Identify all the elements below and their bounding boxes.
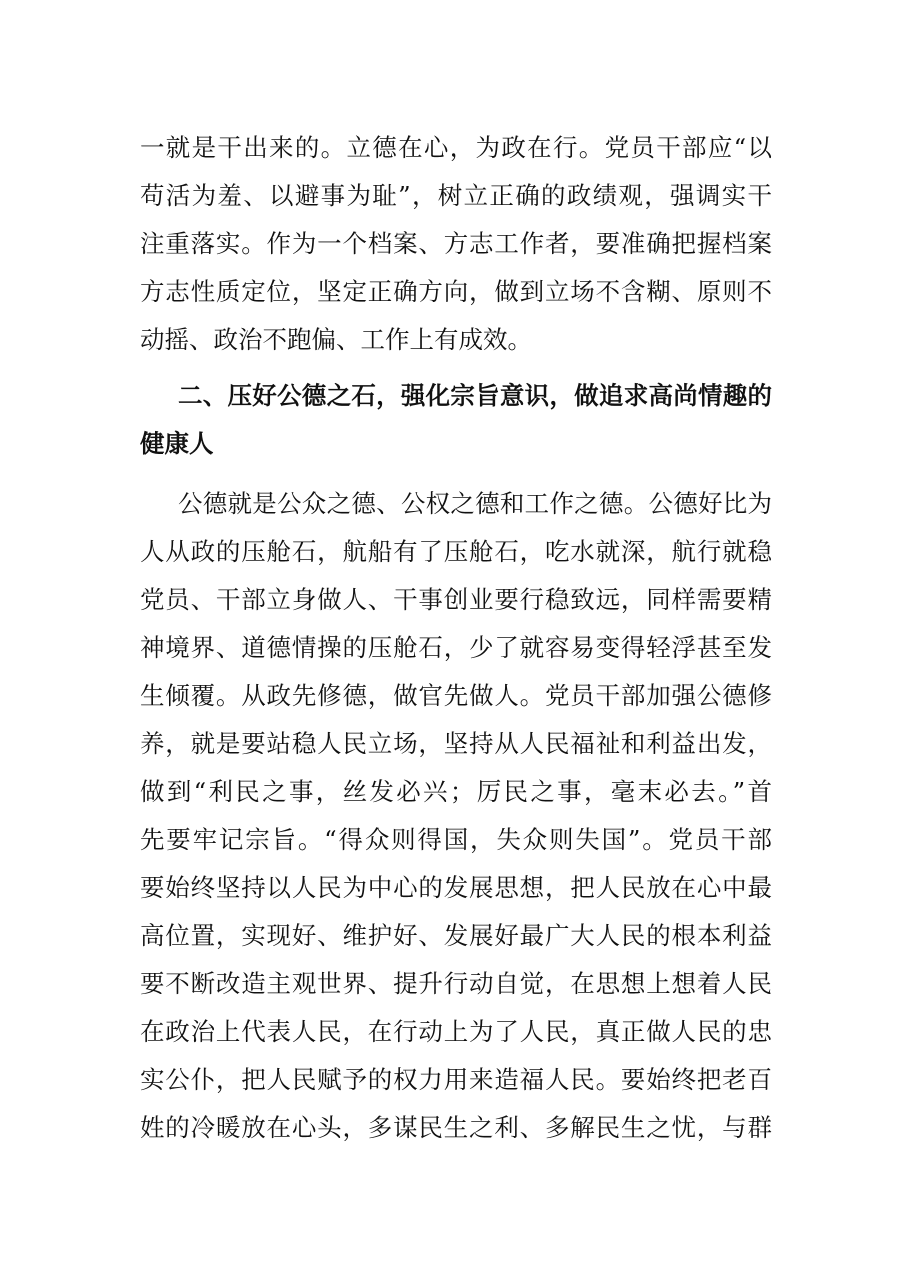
text-line: 姓的冷暖放在心头，多谋民生之利、多解民生之忧，与群 (140, 1113, 772, 1142)
text-line: 做到“利民之事，丝发必兴；厉民之事，毫末必去。”首 (140, 777, 772, 806)
text-line: 要不断改造主观世界、提升行动自觉，在思想上想着人民 (140, 969, 772, 998)
heading-line: 二、压好公德之石，强化宗旨意识，做追求高尚情趣的 (178, 381, 772, 410)
paragraph-public-morality (140, 480, 772, 1152)
text-line: 人从政的压舱石，航船有了压舱石，吃水就深，航行就稳 (140, 537, 772, 566)
text-line: 党员、干部立身做人、干事创业要行稳致远，同样需要精 (140, 585, 772, 614)
section-heading (140, 372, 772, 468)
text-line: 神境界、道德情操的压舱石，少了就容易变得轻浮甚至发 (140, 633, 772, 662)
text-line: 注重落实。作为一个档案、方志工作者，要准确把握档案 (140, 229, 772, 258)
heading-line: 健康人 (140, 429, 214, 458)
text-line: 在政治上代表人民，在行动上为了人民，真正做人民的忠 (140, 1017, 772, 1046)
text-line: 生倾覆。从政先修德，做官先做人。党员干部加强公德修 (140, 681, 772, 710)
text-line: 一就是干出来的。立德在心，为政在行。党员干部应“以 (140, 133, 772, 162)
text-line: 养，就是要站稳人民立场，坚持从人民福祉和利益出发， (140, 729, 772, 758)
text-line: 高位置，实现好、维护好、发展好最广大人民的根本利益 (140, 921, 772, 950)
paragraph-continued (140, 124, 772, 364)
text-line: 要始终坚持以人民为中心的发展思想，把人民放在心中最 (140, 873, 772, 902)
text-line: 公德就是公众之德、公权之德和工作之德。公德好比为 (178, 489, 772, 518)
text-line: 苟活为羞、以避事为耻”，树立正确的政绩观，强调实干 (140, 181, 772, 210)
text-line: 先要牢记宗旨。“得众则得国，失众则失国”。党员干部 (140, 825, 772, 854)
text-line: 实公仆，把人民赋予的权力用来造福人民。要始终把老百 (140, 1065, 772, 1094)
text-line: 方志性质定位，坚定正确方向，做到立场不含糊、原则不 (140, 277, 772, 306)
document-page (140, 124, 772, 1152)
text-line: 动摇、政治不跑偏、工作上有成效。 (140, 325, 532, 354)
